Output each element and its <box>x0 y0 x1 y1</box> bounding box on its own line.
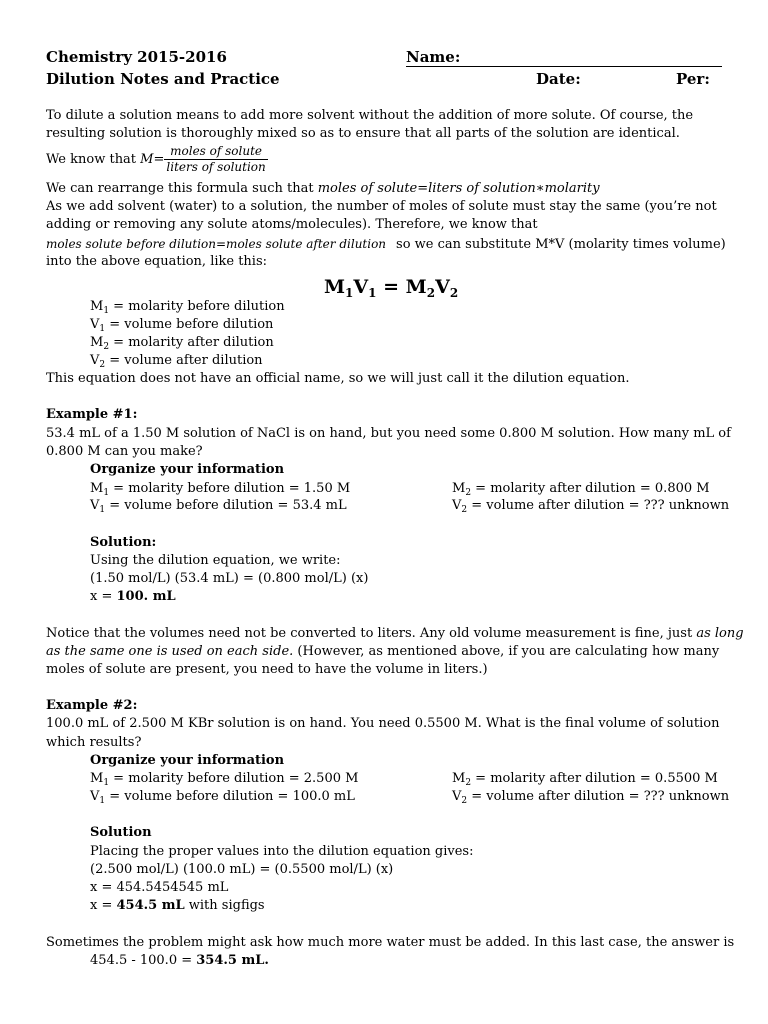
example-1-solution-heading: Solution: <box>90 535 157 550</box>
example-2-answer: x = 454.5 mL with sigfigs <box>90 898 265 913</box>
example-2-v1: $V_1$ = volume before dilution = 100.0 mL <box>90 789 355 806</box>
paragraph-line-4: into the above equation, like this: <box>46 254 268 269</box>
example-1-organize-heading: Organize your information <box>90 462 285 477</box>
example-2-heading: Example #2: <box>46 698 138 713</box>
period-label: Per: <box>676 70 710 88</box>
notice-line-1: Notice that the volumes need not be converted to liters. Any old volume measurement is fine, just as long <box>46 626 744 641</box>
paragraph-line-1: As we add solvent (water) to a solution, the number of moles of solute must stay the same (you’re not <box>46 199 717 214</box>
substitution-text: so we can substitute M*V (molarity times volume) <box>396 237 726 252</box>
definition-m1: $M_1$ = molarity before dilution <box>90 299 285 316</box>
example-1-step-1: Using the dilution equation, we write: <box>90 553 341 568</box>
definition-v2: $V_2$ = volume after dilution <box>90 353 263 370</box>
example-2-m1: $M_1$ = molarity before dilution = 2.500 M <box>90 771 359 788</box>
example-1-step-2: (1.50 mol/L) (53.4 mL) = (0.800 mol/L) (x) <box>90 571 369 586</box>
example-2-step-2: (2.500 mol/L) (100.0 mL) = (0.5500 mol/L) (x) <box>90 862 394 877</box>
molarity-fraction <box>164 144 267 175</box>
course-title: Chemistry 2015-2016 <box>46 48 227 66</box>
example-2-m2: $M_2$ = molarity after dilution = 0.5500 M <box>452 771 718 788</box>
molarity-symbol: M= <box>140 152 165 167</box>
example-2-problem-line-1: 100.0 mL of 2.500 M KBr solution is on hand. You need 0.5500 M. What is the final volume of solution <box>46 716 720 731</box>
example-1-v1: $V_1$ = volume before dilution = 53.4 mL <box>90 498 347 515</box>
intro-line-1: To dilute a solution means to add more solvent without the addition of more solute. Of course, the <box>46 108 694 123</box>
example-1-answer: x = 100. mL <box>90 589 176 604</box>
rearrange-line <box>46 180 600 198</box>
example-1-m2: $M_2$ = molarity after dilution = 0.800 M <box>452 481 710 498</box>
paragraph-line-3 <box>46 235 726 254</box>
example-2-step-3: x = 454.5454545 mL <box>90 880 229 895</box>
example-2-step-1: Placing the proper values into the dilution equation gives: <box>90 844 474 859</box>
example-2-organize-heading: Organize your information <box>90 753 285 768</box>
definition-m2: $M_2$ = molarity after dilution <box>90 335 274 352</box>
name-line <box>406 66 722 67</box>
paragraph-line-2: adding or removing any solute atoms/molecules). Therefore, we know that <box>46 217 538 232</box>
name-label: Name: <box>406 48 461 66</box>
rearrange-label: We can rearrange this formula such that <box>46 181 318 196</box>
rearranged-formula: moles of solute=liters of solution∗molarity <box>317 181 600 196</box>
example-1-problem-line-1: 53.4 mL of a 1.50 M solution of NaCl is on hand, but you need some 0.800 M solution. How many mL of <box>46 426 731 441</box>
fraction-numerator: moles of solute <box>164 144 267 160</box>
example-2-v2: $V_2$ = volume after dilution = ??? unknown <box>452 789 730 806</box>
notice-line-2: as the same one is used on each side. (However, as mentioned above, if you are calculating how many <box>46 644 720 659</box>
notice-line-3: moles of solute are present, you need to have the volume in liters.) <box>46 662 488 677</box>
intro-line-2: resulting solution is thoroughly mixed so as to ensure that all parts of the solution are identical. <box>46 126 680 141</box>
example-1-problem-line-2: 0.800 M can you make? <box>46 444 203 459</box>
equation-note: This equation does not have an official name, so we will just call it the dilution equation. <box>46 371 630 386</box>
conservation-formula: moles solute before dilution=moles solute after dilution <box>46 237 387 251</box>
dilution-equation: $M_1V_1 = M_2V_2$ <box>324 276 459 300</box>
closing-line-1: Sometimes the problem might ask how much more water must be added. In this last case, the answer is <box>46 935 735 950</box>
we-know-label: We know that <box>46 152 141 167</box>
example-1-m1: $M_1$ = molarity before dilution = 1.50 M <box>90 481 351 498</box>
date-label: Date: <box>536 70 581 88</box>
example-1-v2: $V_2$ = volume after dilution = ??? unknown <box>452 498 730 515</box>
fraction-denominator: liters of solution <box>166 160 266 174</box>
closing-line-2: 454.5 - 100.0 = 354.5 mL. <box>90 953 269 968</box>
molarity-definition <box>46 143 268 177</box>
document-title: Dilution Notes and Practice <box>46 70 280 88</box>
example-2-solution-heading: Solution <box>90 825 152 840</box>
example-1-heading: Example #1: <box>46 407 138 422</box>
example-2-problem-line-2: which results? <box>46 735 142 750</box>
definition-v1: $V_1$ = volume before dilution <box>90 317 274 334</box>
